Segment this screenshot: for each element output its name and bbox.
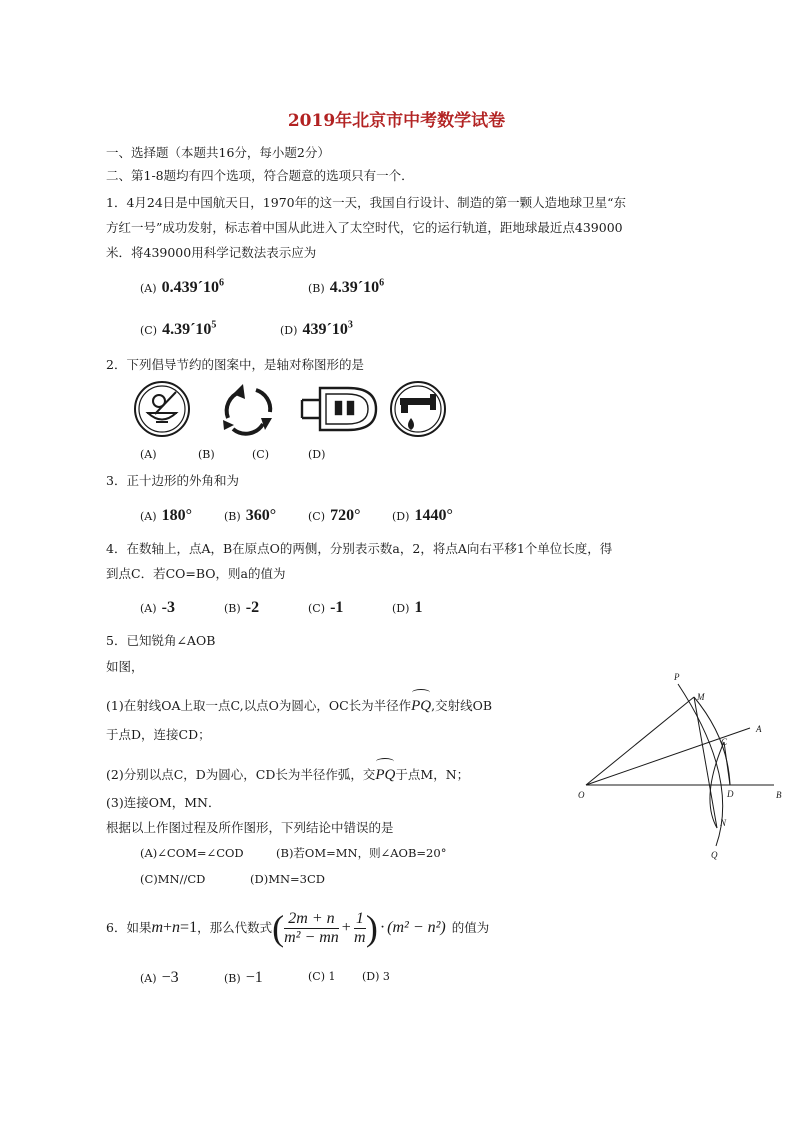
figure-d-icon[interactable] (391, 382, 445, 436)
q5-step-1-cont: 于点D，连接CD； (106, 727, 211, 742)
option-value: $0.439´10^6$ (161, 277, 224, 296)
q5-option-b[interactable]: (B)若OM=MN，则∠AOB=20° (276, 846, 447, 860)
option-label: (D) (362, 970, 380, 983)
point-o-label: O (578, 790, 585, 800)
option-value: 180° (161, 507, 193, 524)
option-value: $439´10^3$ (302, 319, 353, 338)
q2-stem: 2．下列倡导节约的图案中，是轴对称图形的是 (106, 357, 364, 372)
q3-option-d[interactable] (392, 505, 453, 525)
section-1-heading: 一、选择题（本题共16分，每小题2分） (106, 145, 330, 160)
q2-label-d: (D) (308, 448, 326, 461)
option-label: (C) (308, 510, 325, 523)
option-value: -1 (330, 599, 344, 616)
option-value: 360° (245, 507, 277, 524)
option-value: −1 (245, 969, 263, 986)
option-value: −3 (161, 969, 179, 986)
q3-option-b[interactable] (224, 505, 276, 525)
option-value: 1 (414, 599, 423, 616)
point-b-label: B (776, 790, 782, 800)
option-label: (B) (224, 602, 241, 615)
figure-b-icon[interactable] (223, 384, 272, 434)
q5-option-c[interactable]: (C)MN//CD (140, 872, 206, 886)
q5-line-1: 5．已知锐角∠AOB (106, 633, 216, 648)
q5-geometry-figure (570, 668, 790, 868)
point-a-label: A (756, 724, 762, 734)
option-label: (A) (140, 602, 157, 615)
option-label: (A) (140, 510, 157, 523)
fraction-1: $\frac{2m + n}{\text{m² − mn}}$ (284, 909, 339, 946)
q5-step-2: (2)分别以点C，D为圆心，CD长为半径作弧，交PQ于点M，N； (106, 762, 469, 788)
q2-label-b: (B) (198, 448, 215, 461)
q4-option-c[interactable] (308, 597, 343, 617)
q5-step-3: (3)连接OM，MN． (106, 795, 221, 810)
option-value: $4.39´10^6$ (329, 277, 385, 296)
option-label: (D) (392, 602, 410, 615)
q5-line-2: 如图， (106, 659, 144, 674)
option-label: (C) (140, 324, 157, 337)
q2-label-c: (C) (252, 448, 269, 461)
point-c-label: C (721, 737, 728, 747)
point-q-label: Q (711, 850, 718, 860)
q1-line-3: 米．将439000用科学记数法表示应为 (106, 245, 317, 260)
q4-option-a[interactable] (140, 597, 175, 617)
segment-cd (724, 742, 730, 785)
option-value: $4.39´10^5$ (162, 319, 217, 338)
q5-option-d[interactable]: (D)MN=3CD (250, 872, 326, 886)
option-label: (D) (280, 324, 298, 337)
arc-pq: PQ (375, 762, 395, 788)
q6-option-d[interactable] (362, 970, 390, 983)
point-p-label: P (674, 672, 680, 682)
option-label: (C) (308, 970, 325, 983)
q3-stem: 3．正十边形的外角和为 (106, 473, 239, 488)
q2-label-a: (A) (140, 448, 157, 461)
segment-mn (694, 697, 717, 828)
q4-line-1: 4．在数轴上，点A，B在原点O的两侧，分别表示数a，2，将点A向右平移1个单位长度，得 (106, 541, 613, 556)
point-d-label: D (727, 789, 734, 799)
option-value: 3 (382, 970, 390, 983)
option-value: 720° (330, 507, 361, 524)
option-label: (B) (224, 972, 241, 985)
q1-line-1: 1．4月24日是中国航天日，1970年的这一天，我国自行设计、制造的第一颗人造地球卫星“东 (106, 195, 627, 210)
q1-option-c[interactable] (140, 319, 216, 339)
point-n-label: N (720, 818, 727, 828)
q1-option-d[interactable] (280, 319, 353, 339)
q4-option-b[interactable] (224, 597, 259, 617)
q6-option-c[interactable] (308, 970, 336, 983)
point-m-label: M (697, 692, 705, 702)
option-value: 1440° (414, 507, 453, 524)
q6-option-a[interactable] (140, 967, 179, 987)
q1-option-b[interactable] (308, 277, 384, 297)
q6-expression: ( $\frac{2m + n}{\text{m² − mn}}$ + $\frac{1}{m}$ ) · (m² − n²) (272, 908, 446, 948)
option-value: 1 (328, 970, 336, 983)
q6-stem: 6．如果 m + n =1 ，那么代数式 ( $\frac{2m + n}{\text{m² − mn}}$ + $\frac{1}{m}$ ) · (m² − n²) 的值为 (106, 908, 490, 948)
section-2-instruction: 二、第1-8题均有四个选项，符合题意的选项只有一个． (106, 168, 414, 183)
q3-option-a[interactable] (140, 505, 192, 525)
q5-option-a[interactable]: (A)∠COM=∠COD (140, 846, 244, 860)
q4-option-d[interactable] (392, 597, 423, 617)
fraction-2: $\frac{1}{m}$ (354, 909, 366, 946)
figure-c-icon[interactable] (302, 388, 376, 430)
option-label: (A) (140, 282, 157, 295)
q3-option-c[interactable] (308, 505, 361, 525)
q1-line-2: 方红一号”成功发射，标志着中国从此进入了太空时代，它的运行轨道，距地球最近点439000 (106, 220, 623, 235)
option-label: (B) (224, 510, 241, 523)
q6-option-b[interactable] (224, 967, 263, 987)
option-label: (D) (392, 510, 410, 523)
q5-conclusion: 根据以上作图过程及所作图形，下列结论中错误的是 (106, 820, 394, 835)
segment-om (586, 697, 694, 785)
q1-option-a[interactable] (140, 277, 224, 297)
option-value: -3 (161, 599, 175, 616)
option-value: -2 (245, 599, 260, 616)
option-label: (C) (308, 602, 325, 615)
option-label: (A) (140, 972, 157, 985)
q5-step-1: (1)在射线OA上取一点C,以点O为圆心，OC长为半径作PQ,交射线OB (106, 693, 492, 719)
page-title: 2019年北京市中考数学试卷 (287, 111, 506, 131)
q2-figures (130, 378, 450, 440)
figure-a-icon[interactable] (135, 382, 189, 436)
q4-line-2: 到点C．若CO=BO，则a的值为 (106, 566, 286, 581)
option-label: (B) (308, 282, 325, 295)
arc-pq: PQ (411, 693, 431, 719)
